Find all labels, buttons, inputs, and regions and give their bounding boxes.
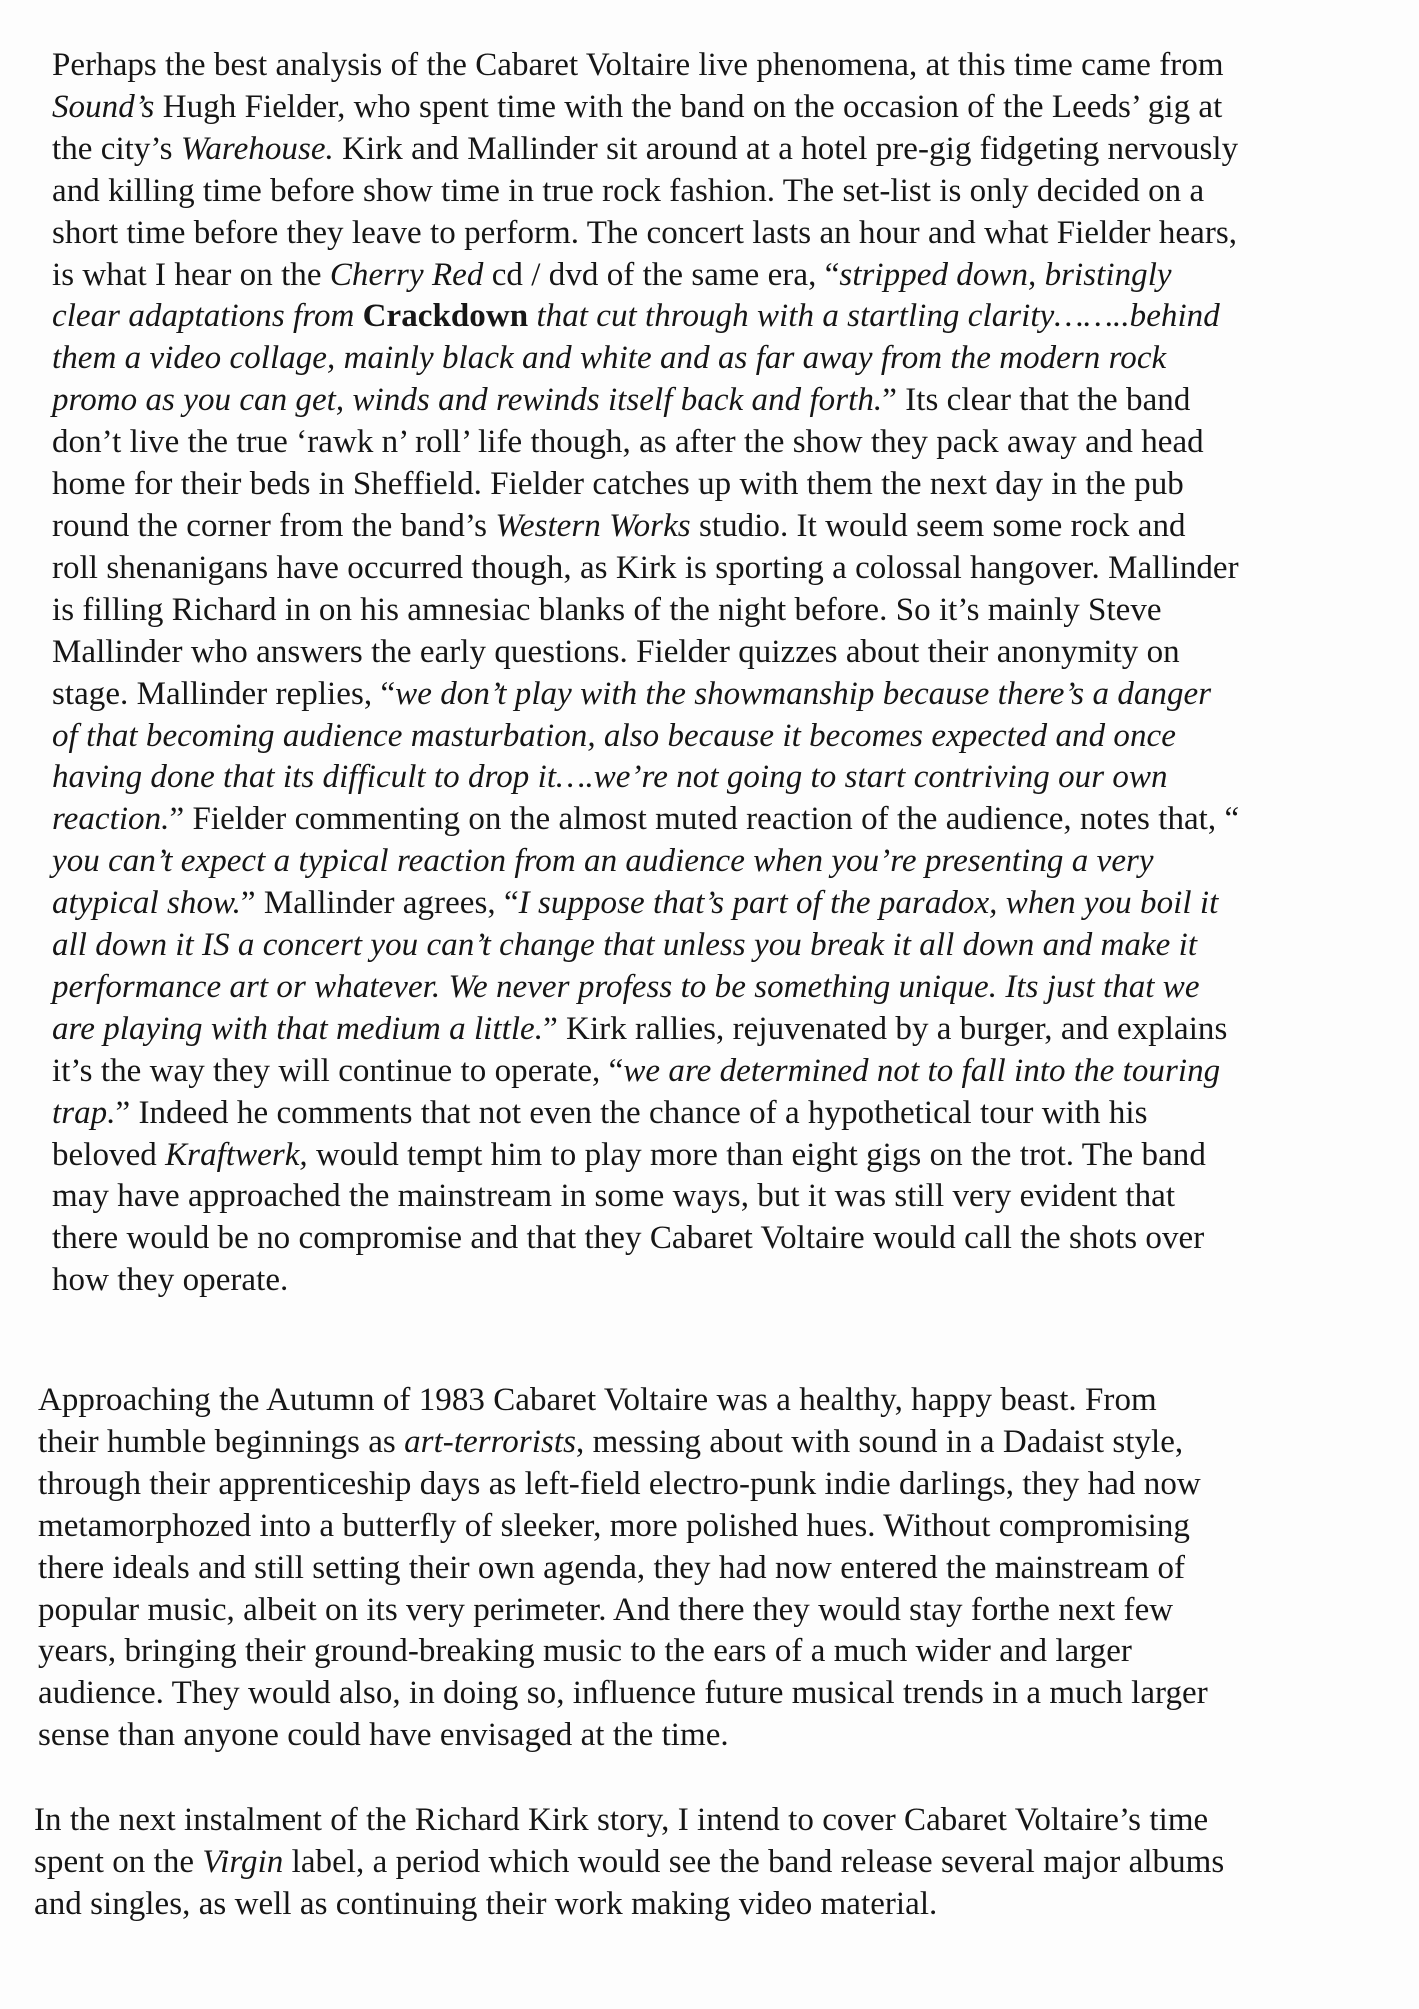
italic-text-run: I suppose that’s part of the paradox, when you boil it [518, 885, 1219, 922]
text-run: ” Indeed he comments that not even the chance of a hypothetical tour with his [115, 1094, 1148, 1131]
text-line [52, 213, 1382, 255]
text-run: popular music, albeit on its very perimeter. And there they would stay forthe next few [38, 1591, 1174, 1628]
italic-text-run: Virgin [202, 1843, 284, 1880]
text-line [52, 45, 1382, 87]
text-run: roll shenanigans have occurred though, as Kirk is sporting a colossal hangover. Mallinder [52, 549, 1239, 586]
text-line [52, 674, 1382, 716]
text-line [38, 1380, 1368, 1422]
text-line [52, 548, 1382, 590]
italic-text-run: performance art or whatever. We never profess to be something unique. Its just that we [52, 968, 1200, 1005]
text-line [52, 590, 1382, 632]
text-line [52, 1218, 1382, 1260]
text-line [52, 632, 1382, 674]
text-run: metamorphozed into a butterfly of sleeker, more polished hues. Without compromising [38, 1507, 1190, 1544]
text-run: cd / dvd of the same era, “ [483, 256, 840, 293]
text-run: ” Its clear that the band [882, 382, 1191, 419]
italic-text-run: art-terrorists [404, 1423, 576, 1460]
italic-text-run: stripped down, bristingly [839, 256, 1172, 293]
text-line [38, 1506, 1368, 1548]
text-line [52, 841, 1382, 883]
text-line [52, 757, 1382, 799]
text-run: Kirk and Mallinder sit around at a hotel pre-gig fidgeting nervously [333, 130, 1239, 167]
text-line [52, 506, 1382, 548]
text-run: is filling Richard in on his amnesiac blanks of the night before. So it’s mainly Steve [52, 591, 1162, 628]
text-line [52, 129, 1382, 171]
text-line [38, 1464, 1368, 1506]
text-run: audience. They would also, in doing so, influence future musical trends in a much larger [38, 1675, 1208, 1712]
italic-text-run: we are determined not to fall into the touring [623, 1052, 1221, 1089]
text-line [52, 1051, 1382, 1093]
text-run: years, bringing their ground-breaking music to the ears of a much wider and larger [38, 1633, 1132, 1670]
italic-text-run: you can’t expect a typical reaction from an audience when you’re presenting a very [52, 843, 1154, 880]
italic-text-run: Warehouse. [180, 130, 334, 167]
text-run: ” Fielder commenting on the almost muted reaction of the audience, notes that, “ [169, 801, 1240, 838]
italic-text-run: promo as you can get, winds and rewinds itself back and forth. [52, 382, 883, 419]
text-run: Approaching the Autumn of 1983 Cabaret Voltaire was a healthy, happy beast. From [38, 1382, 1157, 1418]
text-run: Perhaps the best analysis of the Cabaret Voltaire live phenomena, at this time came from [52, 47, 1224, 83]
text-line [52, 422, 1382, 464]
text-run: may have approached the mainstream in some ways, but it was still very evident that [52, 1178, 1176, 1215]
italic-text-run: clear adaptations from [52, 298, 363, 335]
text-run: and singles, as well as continuing their work making video material. [34, 1885, 938, 1922]
text-run: there would be no compromise and that they Cabaret Voltaire would call the shots over [52, 1220, 1205, 1257]
text-line [52, 171, 1382, 213]
text-line [38, 1673, 1368, 1715]
text-run: beloved [52, 1136, 166, 1173]
text-run: , messing about with sound in a Dadaist style, [575, 1423, 1184, 1460]
text-run: ” Mallinder agrees, “ [240, 885, 519, 922]
text-run: round the corner from the band’s [52, 507, 496, 544]
italic-text-run: Kraftwerk, [165, 1136, 308, 1173]
text-run: spent on the [34, 1843, 203, 1880]
italic-text-run: are playing with that medium a little. [52, 1010, 544, 1047]
italic-text-run: reaction. [52, 801, 170, 838]
text-line [52, 380, 1382, 422]
italic-text-run: having done that its difficult to drop it….we’re not going to start contriving our own [52, 759, 1168, 796]
text-run: their humble beginnings as [38, 1423, 405, 1460]
paragraph-live-analysis [52, 45, 1382, 1302]
text-line [52, 883, 1382, 925]
text-run: short time before they leave to perform. The concert lasts an hour and what Fielder hears, [52, 214, 1238, 251]
text-line [38, 1548, 1368, 1590]
paragraph-next-instalment [34, 1800, 1364, 1926]
text-line [52, 338, 1382, 380]
text-run: don’t live the true ‘rawk n’ roll’ life though, as after the show they pack away and head [52, 424, 1204, 461]
text-run: it’s the way they will continue to operate, “ [52, 1052, 624, 1089]
text-line [38, 1715, 1368, 1757]
text-line [52, 1093, 1382, 1135]
text-line [52, 1176, 1382, 1218]
text-line [52, 1009, 1382, 1051]
italic-text-run: we don’t play with the showmanship because there’s a danger [395, 675, 1212, 712]
text-run: ” Kirk rallies, rejuvenated by a burger, and explains [543, 1010, 1228, 1047]
text-run: is what I hear on the [52, 256, 330, 293]
text-run: In the next instalment of the Richard Kirk story, I intend to cover Cabaret Voltaire’s time [34, 1802, 1209, 1838]
bold-text-run: Crackdown [362, 298, 529, 335]
text-run: how they operate. [52, 1262, 289, 1299]
italic-text-run: all down it IS a concert you can’t change that unless you break it all down and make it [52, 927, 1198, 964]
italic-text-run: that cut through with a startling clarity……..behind [528, 298, 1220, 335]
text-run: the city’s [52, 130, 181, 167]
italic-text-run: of that becoming audience masturbation, also because it becomes expected and once [52, 717, 1176, 754]
text-line [34, 1884, 1364, 1926]
text-line [34, 1800, 1364, 1842]
text-run: through their apprenticeship days as left-field electro-punk indie darlings, they had now [38, 1465, 1201, 1502]
text-run: would tempt him to play more than eight gigs on the trot. The band [307, 1136, 1206, 1173]
italic-text-run: Sound’s [52, 88, 155, 125]
text-line [52, 464, 1382, 506]
italic-text-run: trap. [52, 1094, 116, 1131]
text-line [52, 799, 1382, 841]
text-line [52, 87, 1382, 129]
text-line [38, 1590, 1368, 1632]
text-line [34, 1842, 1364, 1884]
text-run: studio. It would seem some rock and [690, 507, 1186, 544]
text-line [52, 1135, 1382, 1177]
text-run: there ideals and still setting their own agenda, they had now entered the mainstream of [38, 1549, 1186, 1586]
text-run: and killing time before show time in true rock fashion. The set-list is only decided on a [52, 172, 1205, 209]
text-run: home for their beds in Sheffield. Fielder catches up with them the next day in the pub [52, 466, 1184, 503]
paragraph-autumn-1983 [38, 1380, 1368, 1757]
text-line [52, 296, 1382, 338]
text-line [52, 1260, 1382, 1302]
italic-text-run: atypical show. [52, 885, 241, 922]
text-run: label, a period which would see the band release several major albums [283, 1843, 1225, 1880]
text-run: Hugh Fielder, who spent time with the band on the occasion of the Leeds’ gig at [154, 88, 1223, 125]
text-line [52, 255, 1382, 297]
italic-text-run: them a video collage, mainly black and white and as far away from the modern rock [52, 340, 1167, 377]
text-line [38, 1422, 1368, 1464]
text-line [52, 925, 1382, 967]
italic-text-run: Western Works [495, 507, 691, 544]
italic-text-run: Cherry Red [329, 256, 484, 293]
text-line [52, 967, 1382, 1009]
text-run: stage. Mallinder replies, “ [52, 675, 396, 712]
text-run: Mallinder who answers the early questions. Fielder quizzes about their anonymity on [52, 633, 1180, 670]
text-line [52, 716, 1382, 758]
text-run: sense than anyone could have envisaged at the time. [38, 1717, 729, 1754]
text-line [38, 1631, 1368, 1673]
